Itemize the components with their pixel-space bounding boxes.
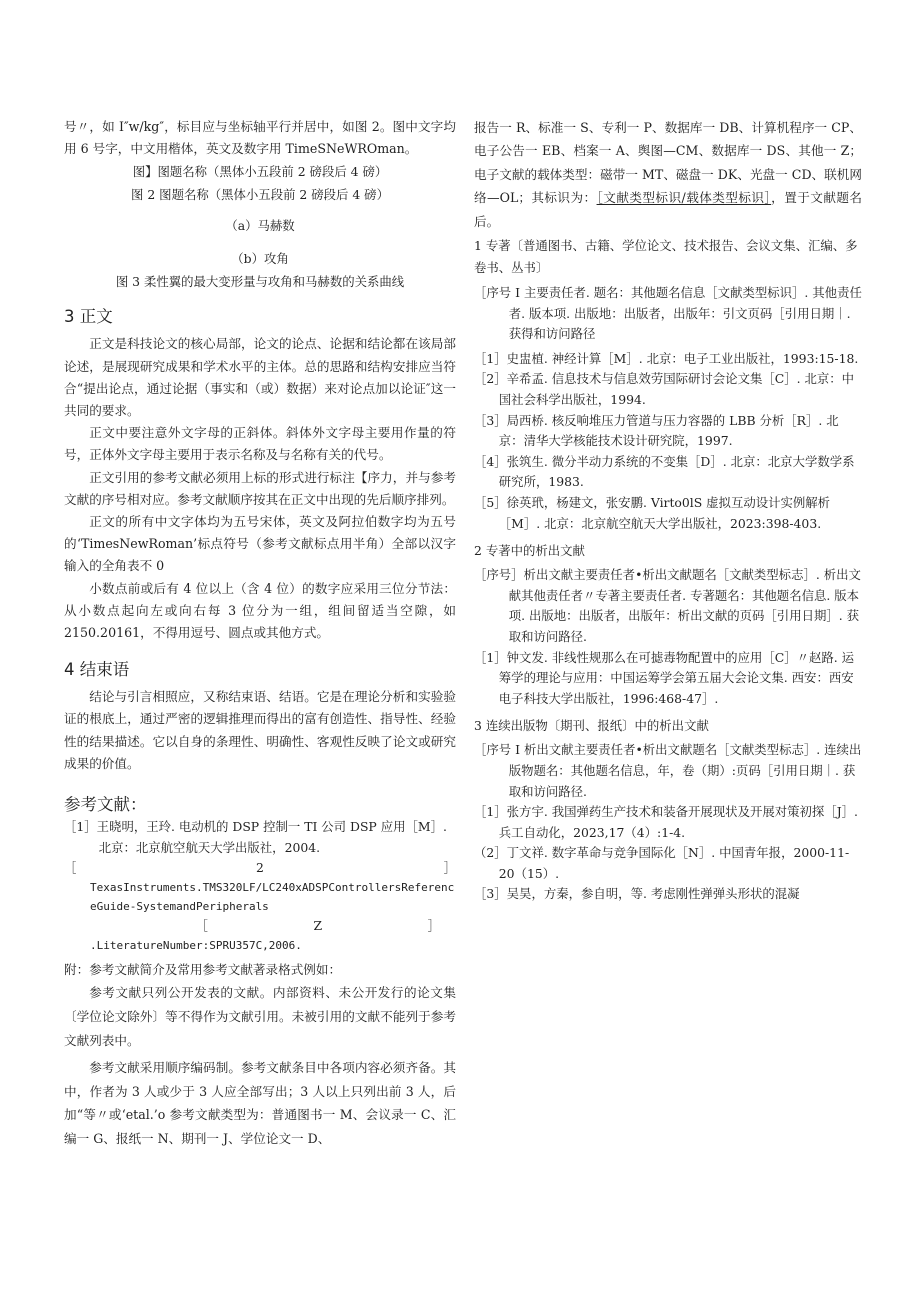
appendix-title: 附：参考文献简介及常用参考文献著录格式例如： xyxy=(64,962,342,978)
reference-item: ［1］史盅植. 神经计算［M］. 北京：电子工业出版社，1993:15-18. xyxy=(474,350,859,366)
reference-item: ［1］钟文发. 非线性规那么在可摅毒物配置中的应用［C］〃赵路. 运筹学的理论与应用：中国运筹学会第五届大会论文集. 西安：西安电子科技大学出版社，1996:468-47］. xyxy=(474,649,855,706)
reference-item: ［2］辛希孟. 信息技术与信息效劳国际研讨会论文集［C］. 北京：中国社会科学出版社，1994. xyxy=(474,371,855,407)
figure-1-caption: 图】图题名称（黑体小五段前 2 磅段后 4 磅） xyxy=(132,164,388,180)
section-3-paragraph-3: 正文引用的参考文献必须用上标的形式进行标注【序力，并与参考文献的序号相对应。参考文献顺序按其在正文中出现的先后顺序排列。 xyxy=(64,469,456,507)
format-template-2: ［序号］析出文献主要责任者•析出文献题名［文献类型标志］. 析出文献其他责任者〃专著主要责任者. 专著题名：其他题名信息. 版本项. 出版地：出版者，出版年：析出文献的页码［引用日期］. 获取和访问路径. xyxy=(474,567,861,644)
reference-item: ［4］张筑生. 微分半动力系统的不变集［D］. 北京：北京大学数学系研究所，1983. xyxy=(474,453,855,490)
reference-type: Z xyxy=(313,918,323,934)
figure-3-caption: 图 3 柔性翼的最大变形量与攻角和马赫数的关系曲线 xyxy=(115,274,405,290)
subsection-1-heading: 1 专著〔普通图书、古籍、学位论文、技术报告、会议文集、汇编、多卷书、丛书〕 xyxy=(474,238,858,276)
figure-subcaption-a: （a）马赫数 xyxy=(225,218,295,234)
document-type-tail: ，置于文献题名后。 xyxy=(474,190,862,229)
reference-item xyxy=(64,858,456,955)
reference-item: （2］丁文祥. 数字革命与竞争国际化［N］. 中国青年报，2000-11-20（15）. xyxy=(474,845,850,881)
paragraph-figure-note: 号〃，如 I″w/kg″，标目应与坐标轴平行并居中，如图 2。图中文字均用 6 号字，中文用楷体，英文及数字用 TimeSNeWROman。 xyxy=(64,119,456,157)
type-identifier-format: ［文献类型标识/载体类型标识］ xyxy=(596,190,772,206)
bracket-close: ］ xyxy=(427,918,440,934)
reference-item: ［5］徐英玳，杨建文，张安鹏. Virto0lS 虚拟互动设计实例解析［M］. 北京：北京航空航天大学出版社，2023:398-403. xyxy=(474,494,831,531)
format-template-1: ［序号 I 主要责任者. 题名：其他题名信息［文献类型标识］. 其他责任者. 版本项. 出版地：出版者，出版年：引文页码［引用日期｜. 获得和访问路径 xyxy=(474,285,862,342)
reference-number-row xyxy=(64,858,456,878)
format-template-3: ［序号 I 析出文献主要责任者•析出文献题名［文献类型标志］. 连续出版物题名：其他题名信息，年，卷（期）:页码［引用日期｜. 获取和访问路径. xyxy=(474,742,862,799)
document-type-text: 报告一 R、标准一 S、专利一 P、数据库一 DB、计算机程序一 CP、电子公告一 EB、档案一 A、舆图—CM、数据库一 DS、其他一 Z；电子文献的载体类型：磁带一 MT、磁盘一 DK、光盘一 CD、联机网络—OL；其标识为： xyxy=(474,120,862,206)
document-type-paragraph xyxy=(474,116,862,233)
subsection-2-heading: 2 专著中的析出文献 xyxy=(474,543,585,559)
reference-tail: .LiteratureNumber:SPRU357C,2006. xyxy=(90,939,302,953)
reference-item: ［3］吴昊，方秦，参自明，等. 考虑刚性弹弹头形状的混凝 xyxy=(474,886,800,902)
section-3-paragraph-2: 正文中要注意外文字母的正斜体。斜体外文字母主要用作量的符号，正体外文字母主要用于表示名称及与名称有关的代号。 xyxy=(64,425,456,463)
section-3-paragraph-4: 正文的所有中文字体均为五号宋体，英文及阿拉伯数字均为五号的‘TimesNewRoman’标点符号（参考文献标点用半角）全部以汉字输入的全角表不 0 xyxy=(64,514,456,574)
bracket-open: ［ xyxy=(64,860,77,876)
reference-type-row xyxy=(64,916,440,936)
bracket-close: ］ xyxy=(443,860,456,876)
section-3-heading: 3 正文 xyxy=(64,307,113,327)
section-4-heading: 4 结束语 xyxy=(64,660,130,680)
appendix-paragraph-1: 参考文献只列公开发表的文献。内部资料、未公开发行的论文集〔学位论文除外〕等不得作为文献引用。未被引用的文献不能列于参考文献列表中。 xyxy=(64,985,456,1048)
figure-subcaption-b: （b）攻角 xyxy=(231,251,289,267)
section-4-paragraph: 结论与引言相照应，又称结束语、结语。它是在理论分析和实验验证的根底上，通过严密的逻辑推理而得出的富有创造性、指导性、经验性的结果描述。它以自身的条理性、明确性、客观性反映了论文或研究成果的价值。 xyxy=(64,689,456,771)
reference-item: ［1］张方宇. 我国弹药生产技术和装备开展现状及开展对策初探［J］. 兵工自动化，2023,17（4）:1-4. xyxy=(474,804,858,840)
left-column xyxy=(64,116,456,1151)
bracket-open: ［ xyxy=(195,918,208,934)
right-column xyxy=(474,116,862,905)
references-heading: 参考文献： xyxy=(64,795,147,815)
reference-item: ［3］局西桥. 核反响堆压力管道与压力容器的 LBB 分析［R］. 北京：清华大学核能技术设计研究院，1997. xyxy=(474,412,839,449)
reference-body: TexasInstruments.TMS320LF/LC240xADSPControllersReferenceGuide-SystemandPeripherals xyxy=(90,881,455,914)
reference-item: ［1］王晓明，王玲. 电动机的 DSP 控制一 TI 公司 DSP 应用［M］. 北京：北京航空航天大学出版社，2004. xyxy=(64,819,447,855)
figure-2-caption: 图 2 图题名称（黑体小五段前 2 磅段后 4 磅） xyxy=(131,187,389,203)
subsection-3-heading: 3 连续出版物〔期刊、报纸〕中的析出文献 xyxy=(474,718,709,734)
section-3-paragraph-1: 正文是科技论文的核心局部，论文的论点、论据和结论都在该局部论述，是展现研究成果和学术水平的主体。总的思路和结构安排应当符合“提出论点，通过论据（事实和（或）数据）来对论点加以论证″这一共同的要求。 xyxy=(64,336,456,419)
appendix-paragraph-2: 参考文献采用顺序编码制。参考文献条目中各项内容必须齐备。其中，作者为 3 人或少于 3 人应全部写出；3 人以上只列出前 3 人，后加“等〃或‘etal.’o 参考文献类型为：普通图书一 M、会议录一 C、汇编一 G、报纸一 N、期刊一 J、学位论文一 D、 xyxy=(64,1060,456,1147)
reference-number: 2 xyxy=(256,860,264,876)
section-3-paragraph-5: 小数点前或后有 4 位以上（含 4 位）的数字应采用三位分节法：从小数点起向左或向右每 3 位分为一组，组间留适当空隙，如 2150.20161，不得用逗号、圆点或其他方式。 xyxy=(64,580,456,641)
